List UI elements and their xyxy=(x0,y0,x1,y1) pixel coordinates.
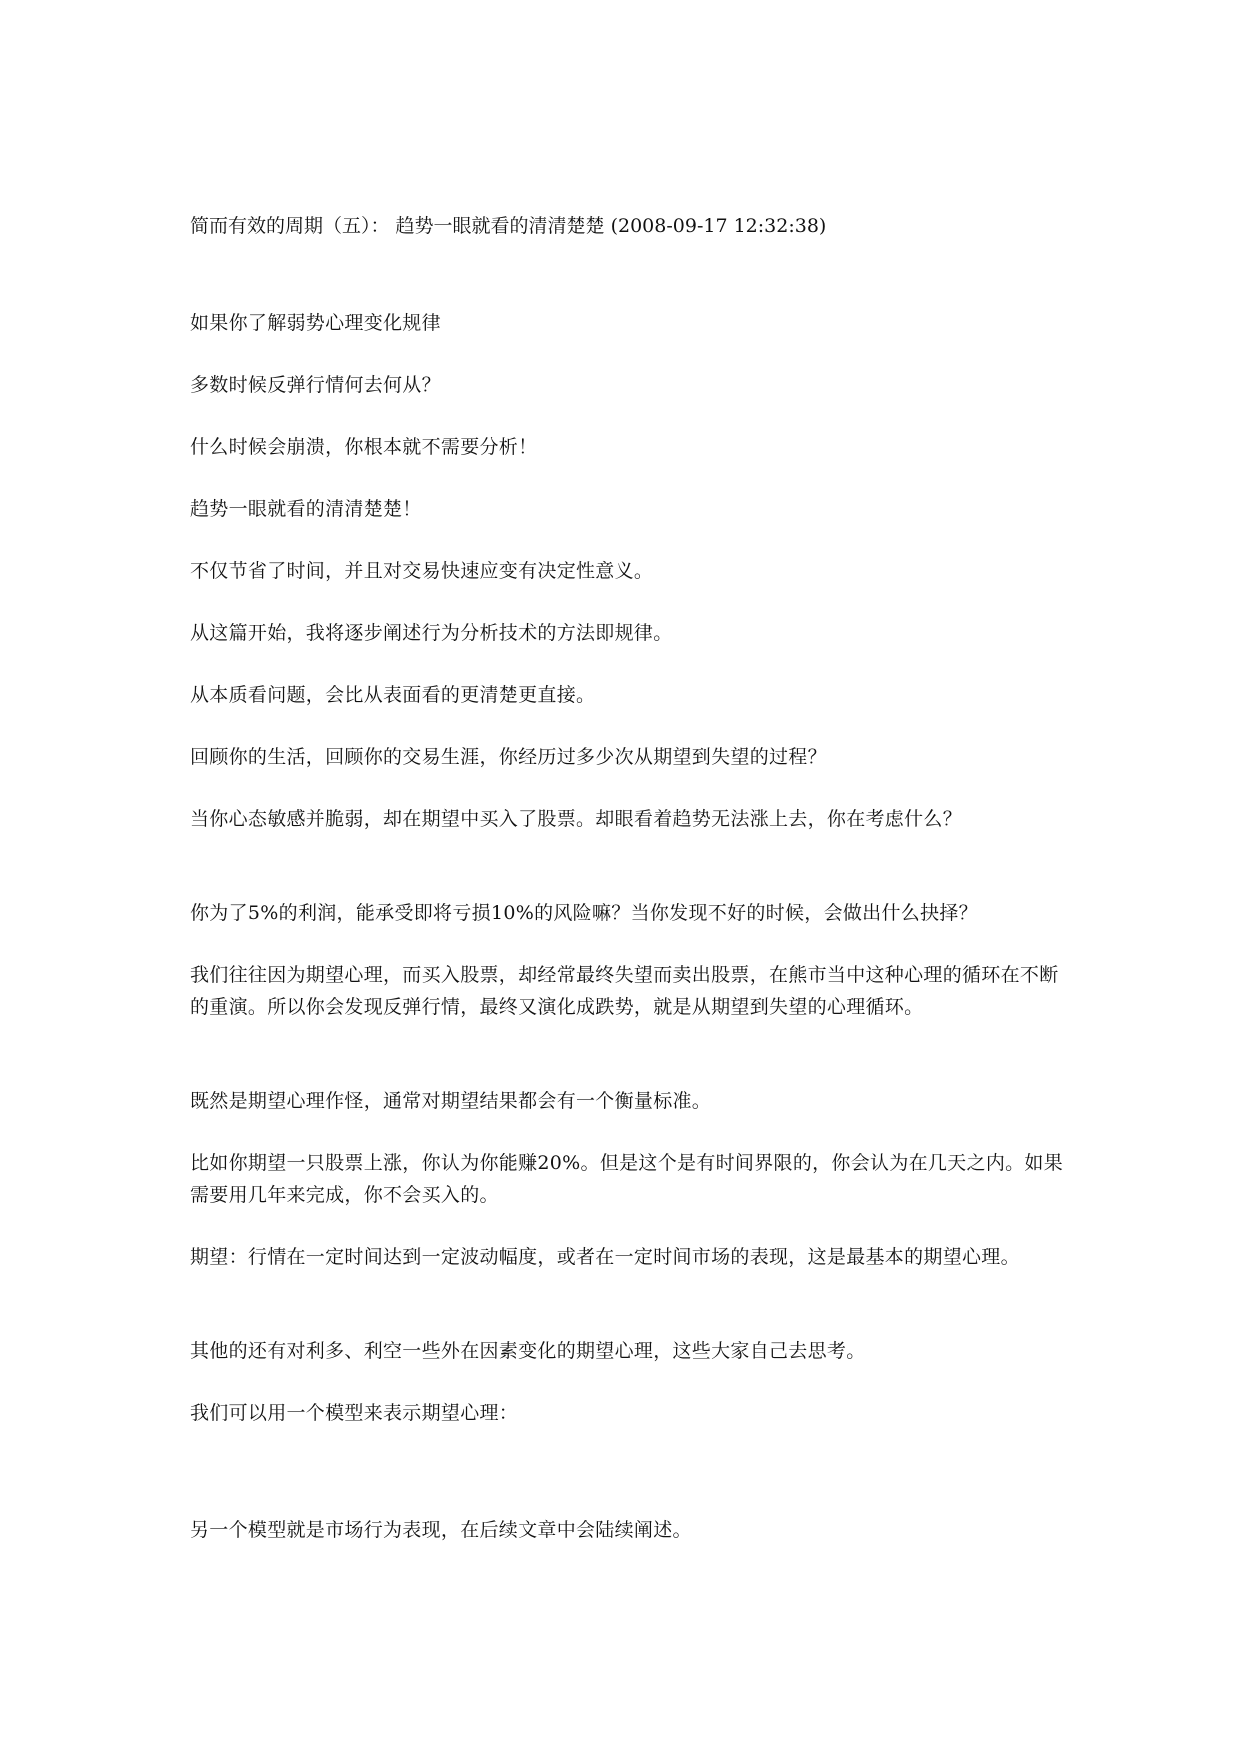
paragraph-15: 其他的还有对利多、利空一些外在因素变化的期望心理，这些大家自己去思考。 xyxy=(190,1340,866,1362)
paragraph-3: 什么时候会崩溃，你根本就不需要分析！ xyxy=(190,436,538,458)
paragraph-16: 我们可以用一个模型来表示期望心理： xyxy=(190,1402,519,1424)
paragraph-2: 多数时候反弹行情何去何从？ xyxy=(190,374,441,396)
paragraph-10: 你为了5%的利润，能承受即将亏损10%的风险嘛？当你发现不好的时候，会做出什么抉择？ xyxy=(190,902,978,924)
paragraph-6: 从这篇开始，我将逐步阐述行为分析技术的方法即规律。 xyxy=(190,622,673,644)
paragraph-4: 趋势一眼就看的清清楚楚！ xyxy=(190,498,422,520)
paragraph-17: 另一个模型就是市场行为表现，在后续文章中会陆续阐述。 xyxy=(190,1519,692,1541)
paragraph-5: 不仅节省了时间，并且对交易快速应变有决定性意义。 xyxy=(190,560,654,582)
paragraph-1: 如果你了解弱势心理变化规律 xyxy=(190,312,441,334)
article-title: 简而有效的周期（五）： 趋势一眼就看的清清楚楚 (2008-09-17 12:32:38) xyxy=(190,215,827,237)
paragraph-14: 期望：行情在一定时间达到一定波动幅度，或者在一定时间市场的表现，这是最基本的期望心理。 xyxy=(190,1246,1020,1268)
paragraph-7: 从本质看问题，会比从表面看的更清楚更直接。 xyxy=(190,684,596,706)
paragraph-13: 比如你期望一只股票上涨，你认为你能赚20%。但是这个是有时间界限的，你会认为在几天之内。如果需要用几年来完成，你不会买入的。 xyxy=(190,1152,1064,1206)
paragraph-8: 回顾你的生活，回顾你的交易生涯，你经历过多少次从期望到失望的过程？ xyxy=(190,746,827,768)
paragraph-12: 既然是期望心理作怪，通常对期望结果都会有一个衡量标准。 xyxy=(190,1090,712,1112)
paragraph-9: 当你心态敏感并脆弱，却在期望中买入了股票。却眼看着趋势无法涨上去，你在考虑什么？ xyxy=(190,808,963,830)
paragraph-11: 我们往往因为期望心理，而买入股票，却经常最终失望而卖出股票，在熊市当中这种心理的循环在不断的重演。所以你会发现反弹行情，最终又演化成跌势，就是从期望到失望的心理循环。 xyxy=(190,964,1059,1018)
